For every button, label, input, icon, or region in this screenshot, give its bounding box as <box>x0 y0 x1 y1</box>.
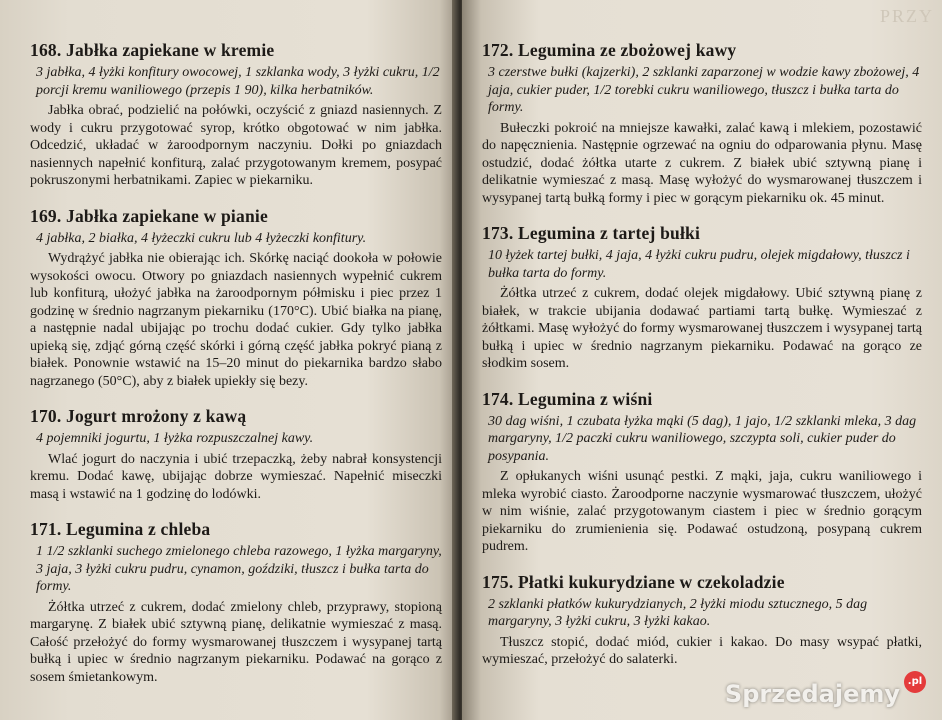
watermark-badge: .pl <box>904 671 926 693</box>
left-column <box>30 40 442 702</box>
recipe-ingredients: 2 szklanki płatków kukurydzianych, 2 łyżki miodu sztucznego, 5 dag margaryny, 3 łyżki cukru, 3 łyżki kakao. <box>488 596 868 629</box>
recipe-instructions: Wlać jogurt do naczynia i ubić trzepaczką, żeby nabrał konsystencji kremu. Dodać kawę, ubijając dobrze wymieszać. Napełnić miseczki masą i wstawić na 1 godzinę do lodówki. <box>30 451 442 502</box>
recipe-173 <box>482 223 922 373</box>
running-header: PRZY <box>879 6 934 26</box>
recipe-instructions: Bułeczki pokroić na mniejsze kawałki, zalać kawą i mlekiem, pozostawić do napęcznienia. Następnie ogrzewać na ogniu do odparowania płynu. Masę ostudzić, dodać żółtka utarte z cukrem. Z białek ubić sztywną pianę i delikatnie wymieszać z masą. Masę wyłożyć do wysmarowanej tłuszczem i wysypanej tartą bułką formy i piec w gorącym piekarniku ok. 45 minut. <box>482 120 922 206</box>
recipe-title: 169. Jabłka zapiekane w pianie <box>30 205 268 226</box>
recipe-ingredients: 4 pojemniki jogurtu, 1 łyżka rozpuszczalnej kawy. <box>36 431 314 446</box>
watermark-text: Sprzedajemy <box>724 680 900 708</box>
recipe-172 <box>482 40 922 207</box>
recipe-ingredients: 3 czerstwe bułki (kajzerki), 2 szklanki zaparzonej w wodzie kawy zbożowej, 4 jaja, cukier puder, 1/2 torebki cukru waniliowego, tłuszcz i bułka tarta do formy. <box>488 65 920 115</box>
recipe-title: 173. Legumina z tartej bułki <box>482 223 701 243</box>
recipe-instructions: Żółtka utrzeć z cukrem, dodać olejek migdałowy. Ubić sztywną pianę z białek, w trakcie ubijania dodawać partiami tartą bułkę. Wymieszać z żółtkami. Masę wyłożyć do formy wysmarowanej tłuszczem i wysypanej tartą bułką i upiec w średnio nagrzanym piekarniku. Podawać na gorąco ze słodkim sosem. <box>482 286 922 371</box>
recipe-instructions: Tłuszcz stopić, dodać miód, cukier i kakao. Do masy wsypać płatki, wymieszać, przełożyć do salaterki. <box>482 634 922 667</box>
recipe-instructions: Jabłka obrać, podzielić na połówki, oczyścić z gniazd nasiennych. Z wody i cukru przygotować syrop, krótko obgotować w nim jabłka. Odcedzić, układać w żaroodpornym naczyniu. Dołki po gniazdach nasiennych napełnić konfiturą, zalać przygotowanym kremem, posypać pokruszonymi herbatnikami. Zapiec w piekarniku. <box>30 103 442 188</box>
recipe-169 <box>30 206 442 391</box>
recipe-170 <box>30 406 442 503</box>
left-page <box>0 0 458 720</box>
recipe-instructions: Z opłukanych wiśni usunąć pestki. Z mąki, jaja, cukru waniliowego i mleka wyrobić ciasto. Żaroodporne naczynie wysmarować tłuszczem, ułożyć w nim wiśnie, zalać przygotowanym ciastem i piec w średnio gorącym piekarniku do zrumienienia się. Podawać ostudzoną, posypaną cukrem pudrem. <box>482 469 922 554</box>
recipe-title: 168. Jabłka zapiekane w kremie <box>30 40 275 60</box>
recipe-title: 174. Legumina z wiśni <box>482 388 653 409</box>
right-page <box>462 0 942 720</box>
recipe-174 <box>482 389 922 556</box>
watermark-logo <box>724 676 926 708</box>
recipe-175 <box>482 572 922 669</box>
recipe-171 <box>30 519 442 686</box>
right-column <box>482 40 922 685</box>
recipe-168 <box>30 40 442 190</box>
recipe-instructions: Wydrążyć jabłka nie obierając ich. Skórkę naciąć dookoła w połowie wysokości owocu. Otwory po gniazdach nasiennych wypełnić cukrem lub konfiturą, ułożyć jabłka na żaroodpornym półmisku i piec przez 1 godzinę w średnio nagrzanym piekarniku (170°C). Ubić białka na pianę, a następnie nadal ubijając po trochu dodać cukier. Gdy tylko jabłka upieką się, zdjąć górną część skórki i górną część jabłka pokryć pianą z białek. Ponownie wstawić na 15–20 minut do piekarnika bardzo słabo nagrzanego (50°C), aby z białek upiekły się bezy. <box>30 251 442 389</box>
recipe-ingredients: 3 jabłka, 4 łyżki konfitury owocowej, 1 szklanka wody, 3 łyżki cukru, 1/2 porcji kremu waniliowego (przepis 1 90), kilka herbatników. <box>36 65 440 98</box>
recipe-ingredients: 4 jabłka, 2 białka, 4 łyżeczki cukru lub 4 łyżeczki konfitury. <box>36 230 367 246</box>
recipe-ingredients: 1 1/2 szklanki suchego zmielonego chleba razowego, 1 łyżka margaryny, 3 jaja, 3 łyżki cukru pudru, cynamon, goździki, tłuszcz i bułka tarta do formy. <box>36 544 442 594</box>
recipe-instructions: Żółtka utrzeć z cukrem, dodać zmielony chleb, przyprawy, stopioną margarynę. Z białek ubić sztywną pianę, delikatnie wymieszać z masą. Całość przełożyć do formy wysmarowanej tłuszczem i wysypanej tartą bułką i upiec w średnio nagrzanym piekarniku. Podawać na gorąco z sosem śmietankowym. <box>30 599 442 685</box>
recipe-ingredients: 30 dag wiśni, 1 czubata łyżka mąki (5 dag), 1 jajo, 1/2 szklanki mleka, 3 dag margaryny, 1/2 paczki cukru waniliowego, szczypta soli, cukier puder do posypania. <box>488 413 917 464</box>
recipe-title: 175. Płatki kukurydziane w czekoladzie <box>482 571 785 592</box>
recipe-title: 170. Jogurt mrożony z kawą <box>30 406 247 426</box>
recipe-title: 171. Legumina z chleba <box>30 519 211 539</box>
recipe-ingredients: 10 łyżek tartej bułki, 4 jaja, 4 łyżki cukru pudru, olejek migdałowy, tłuszcz i bułka tarta do formy. <box>488 248 910 281</box>
recipe-title: 172. Legumina ze zbożowej kawy <box>482 40 737 60</box>
